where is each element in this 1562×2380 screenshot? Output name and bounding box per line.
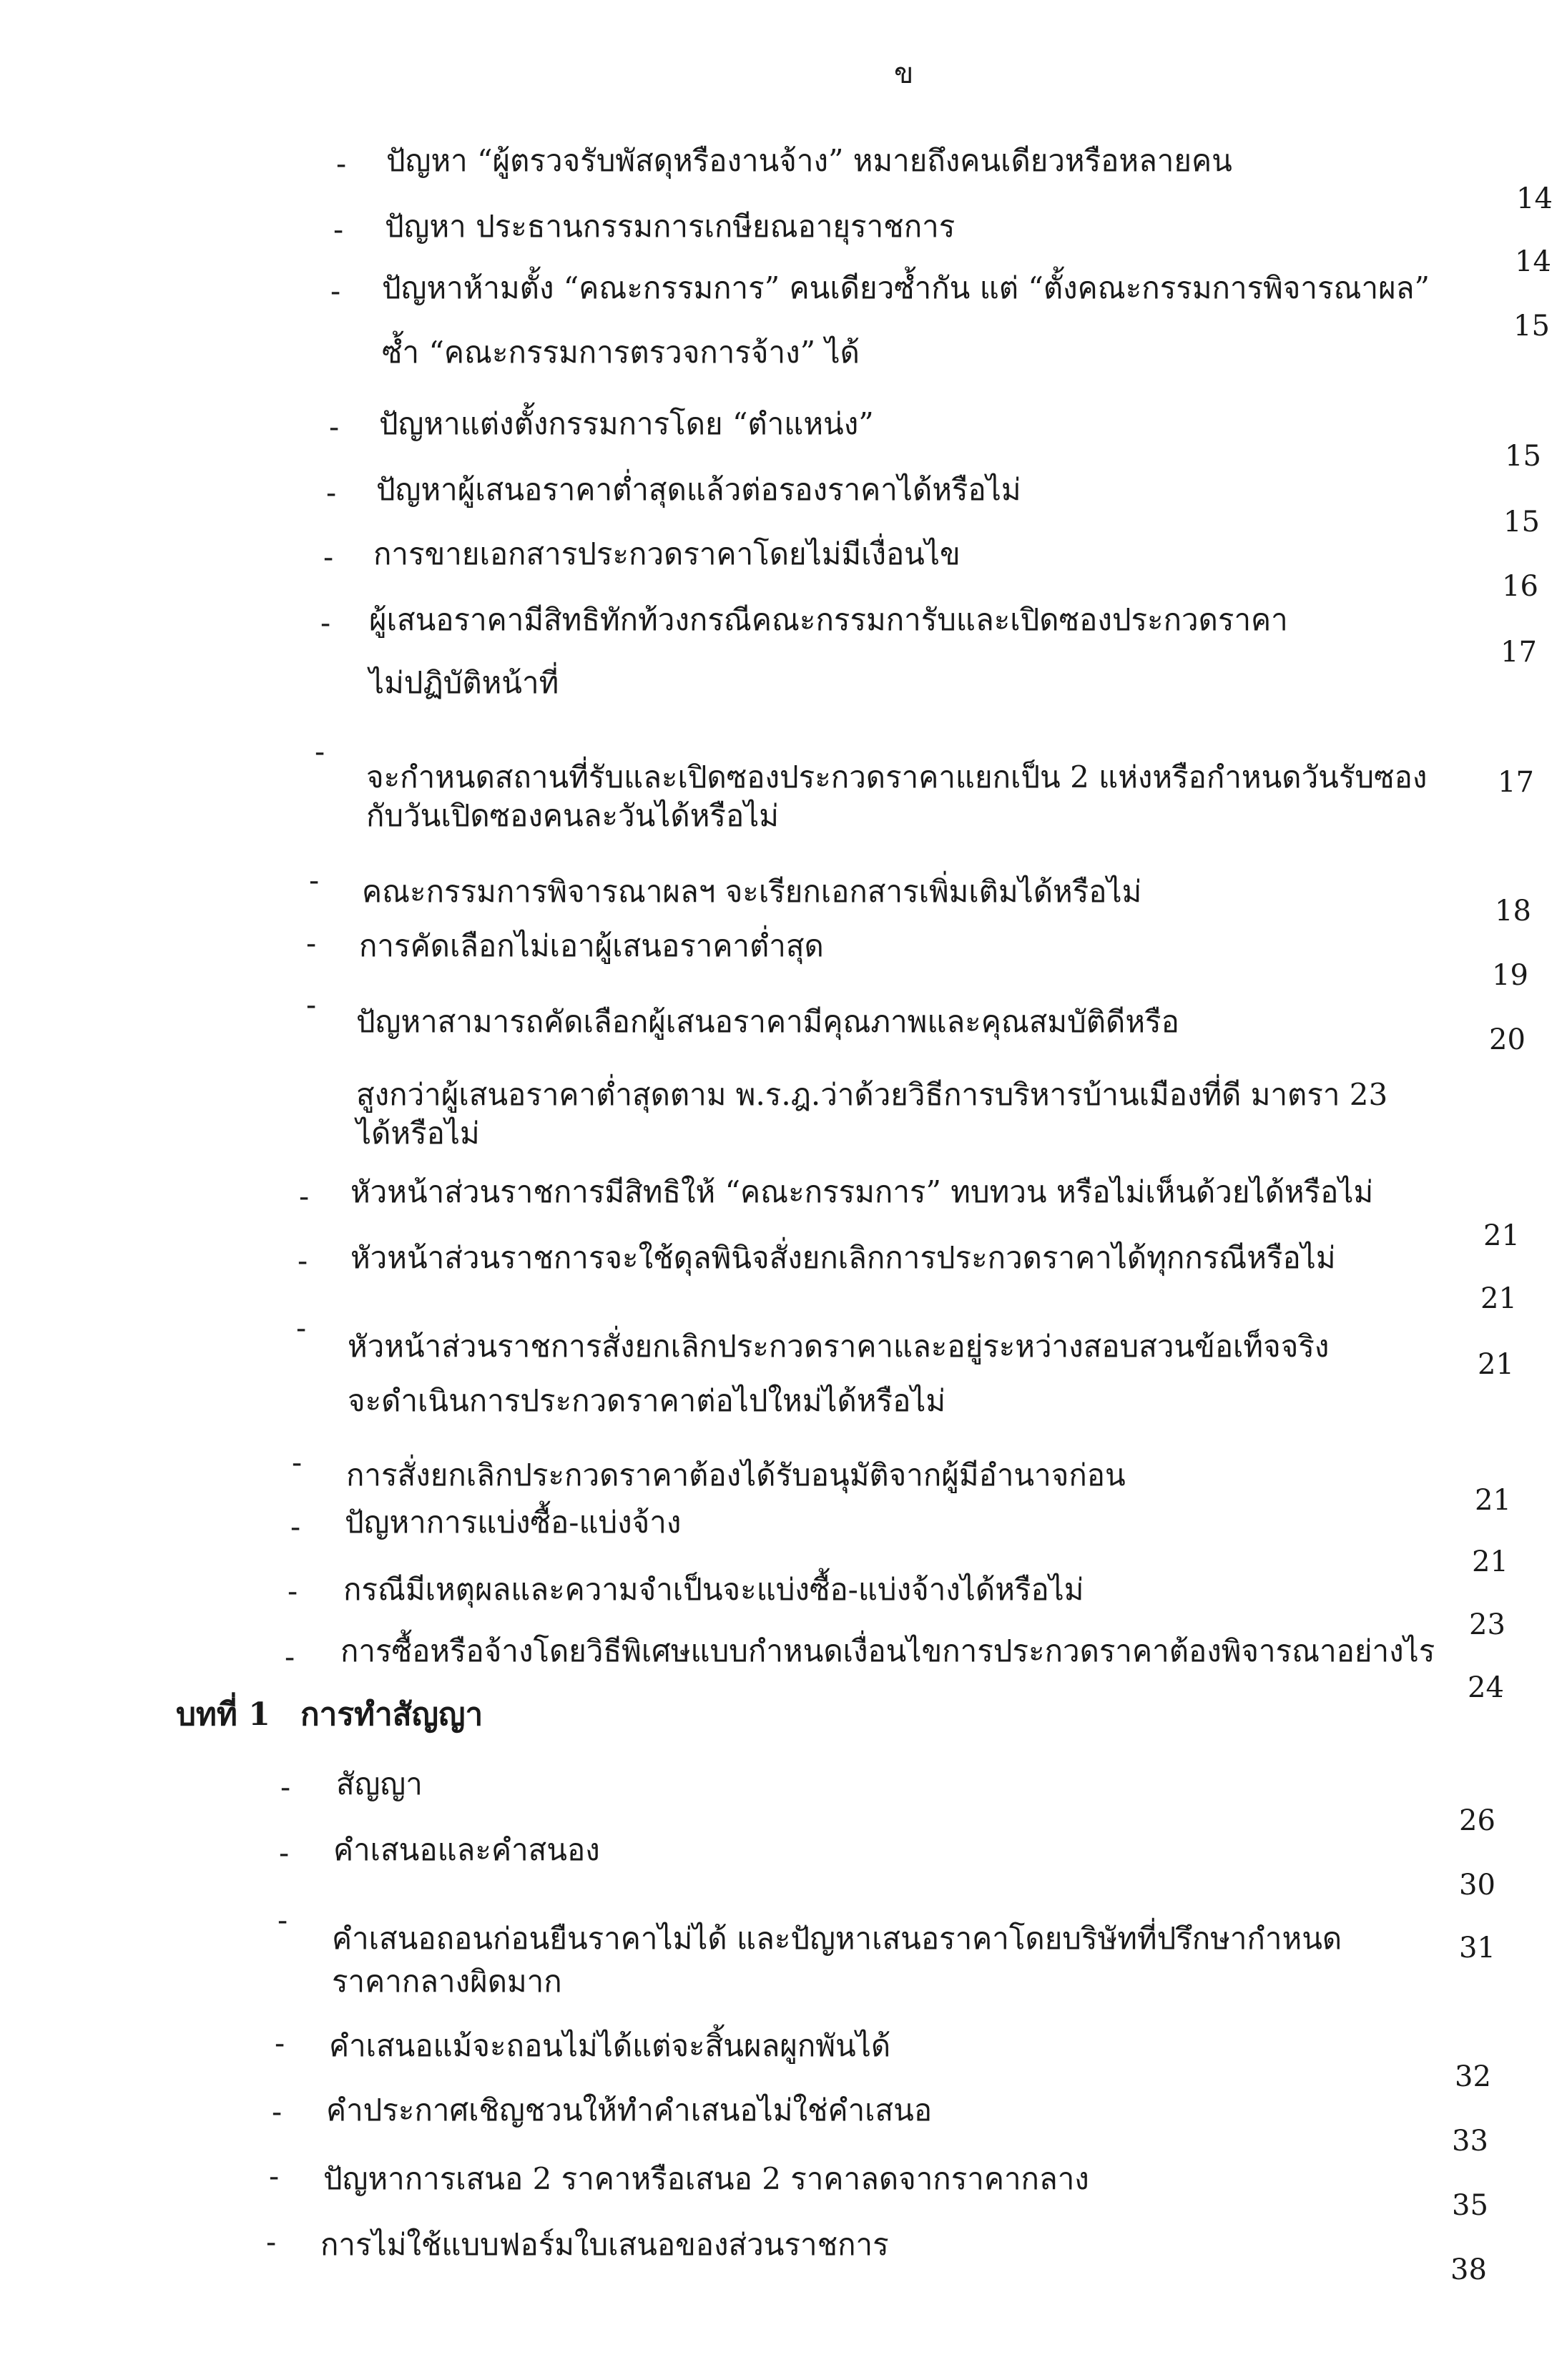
entry-page: 14 [1515, 245, 1551, 278]
entry-dash: - [292, 1445, 303, 1480]
entry-page: 35 [1452, 2189, 1488, 2222]
entry-dash: - [336, 146, 347, 181]
chapter-label: บทที่ 1 [176, 1696, 270, 1733]
entry-text: คำเสนอและคำสนอง [333, 1832, 600, 1867]
entry-text-continued: สูงกว่าผู้เสนอราคาต่ำสุดตาม พ.ร.ฎ.ว่าด้วยวิธีการบริหารบ้านเมืองที่ดี มาตรา 23 [356, 1077, 1388, 1112]
entry-text-continued: ได้หรือไม่ [356, 1116, 480, 1151]
entry-text: การซื้อหรือจ้างโดยวิธีพิเศษแบบกำหนดเงื่อนไขการประกวดราคาต้องพิจารณาอย่างไร [340, 1633, 1435, 1668]
entry-page: 15 [1505, 440, 1541, 473]
entry-page: 23 [1469, 1608, 1505, 1641]
entry-dash: - [272, 2094, 283, 2129]
entry-page: 18 [1495, 895, 1531, 928]
entry-text: คำเสนอแม้จะถอนไม่ได้แต่จะสิ้นผลผูกพันได้ [329, 2028, 891, 2063]
entry-dash: - [288, 1573, 298, 1608]
entry-page: 21 [1483, 1219, 1520, 1252]
entry-text: ปัญหาแต่งตั้งกรรมการโดย “ตำแหน่ง” [379, 406, 874, 441]
entry-dash: - [285, 1639, 295, 1674]
entry-dash: - [315, 734, 325, 769]
entry-text: คณะกรรมการพิจารณาผลฯ จะเรียกเอกสารเพิ่มเติมได้หรือไม่ [362, 874, 1142, 909]
entry-page: 14 [1516, 182, 1553, 215]
entry-dash: - [296, 1310, 307, 1345]
entry-page: 17 [1498, 766, 1534, 799]
entry-dash: - [290, 1509, 301, 1544]
entry-page: 21 [1480, 1282, 1517, 1315]
entry-text: การสั่งยกเลิกประกวดราคาต้องได้รับอนุมัติจากผู้มีอำนาจก่อน [346, 1457, 1126, 1493]
entry-dash: - [266, 2224, 277, 2259]
entry-text: หัวหน้าส่วนราชการจะใช้ดุลพินิจสั่งยกเลิกการประกวดราคาได้ทุกกรณีหรือไม่ [350, 1240, 1336, 1275]
entry-text: สัญญา [336, 1766, 423, 1801]
entry-text: หัวหน้าส่วนราชการสั่งยกเลิกประกวดราคาและอยู่ระหว่างสอบสวนข้อเท็จจริง [348, 1329, 1330, 1364]
entry-text-continued: ราคากลางผิดมาก [332, 1964, 562, 1999]
entry-text: กรณีมีเหตุผลและความจำเป็นจะแบ่งซื้อ-แบ่งจ้างได้หรือไม่ [343, 1572, 1084, 1607]
entry-dash: - [330, 273, 341, 308]
entry-page: 16 [1502, 570, 1538, 603]
entry-dash: - [280, 1769, 291, 1804]
entry-text: ปัญหาสามารถคัดเลือกผู้เสนอราคามีคุณภาพและคุณสมบัติดีหรือ [356, 1004, 1179, 1039]
entry-page: 38 [1450, 2253, 1487, 2286]
entry-page: 31 [1459, 1932, 1495, 1965]
entry-dash: - [329, 409, 340, 444]
entry-text: ปัญหาการเสนอ 2 ราคาหรือเสนอ 2 ราคาลดจากราคากลาง [323, 2161, 1089, 2196]
entry-page: 21 [1472, 1545, 1508, 1578]
entry-page: 17 [1500, 636, 1537, 669]
entry-page: 24 [1468, 1671, 1504, 1704]
entry-text: ปัญหาผู้เสนอราคาต่ำสุดแล้วต่อรองราคาได้หรือไม่ [376, 472, 1021, 507]
entry-dash: - [326, 475, 337, 510]
entry-page: 15 [1503, 506, 1540, 539]
entry-text: คำเสนอถอนก่อนยืนราคาไม่ได้ และปัญหาเสนอราคาโดยบริษัทที่ปรึกษากำหนด [332, 1921, 1342, 1956]
page-marker: ข [894, 57, 914, 90]
entry-dash: - [309, 862, 320, 898]
entry-page: 21 [1478, 1348, 1514, 1381]
entry-page: 32 [1455, 2060, 1491, 2093]
entry-dash: - [269, 2158, 280, 2193]
entry-dash: - [320, 605, 331, 640]
entry-text: ปัญหา ประธานกรรมการเกษียณอายุราชการ [385, 209, 956, 244]
chapter-title: การทำสัญญา [300, 1696, 483, 1733]
entry-dash: - [279, 1835, 290, 1870]
entry-text: ปัญหาห้ามตั้ง “คณะกรรมการ” คนเดียวซ้ำกัน แต่ “ตั้งคณะกรรมการพิจารณาผล” [382, 270, 1430, 305]
entry-text-continued: ไม่ปฏิบัติหน้าที่ [369, 665, 559, 700]
entry-dash: - [306, 987, 317, 1022]
entry-text: การคัดเลือกไม่เอาผู้เสนอราคาต่ำสุด [359, 928, 824, 963]
entry-dash: - [277, 1902, 288, 1937]
entry-page: 20 [1489, 1023, 1526, 1056]
entry-text: คำประกาศเชิญชวนให้ทำคำเสนอไม่ใช่คำเสนอ [326, 2093, 933, 2128]
entry-text: จะกำหนดสถานที่รับและเปิดซองประกวดราคาแยกเป็น 2 แห่งหรือกำหนดวันรับซอง [366, 759, 1428, 795]
entry-dash: - [298, 1243, 308, 1278]
entry-text-continued: กับวันเปิดซองคนละวันได้หรือไม่ [366, 798, 779, 833]
entry-text: การขายเอกสารประกวดราคาโดยไม่มีเงื่อนไข [373, 536, 961, 571]
entry-text: ปัญหาการแบ่งซื้อ-แบ่งจ้าง [345, 1505, 682, 1540]
entry-page: 33 [1452, 2125, 1488, 2158]
entry-page: 15 [1513, 310, 1550, 343]
entry-dash: - [299, 1179, 310, 1214]
entry-page: 19 [1492, 959, 1528, 992]
entry-page: 21 [1475, 1484, 1511, 1517]
entry-text-continued: ซ้ำ “คณะกรรมการตรวจการจ้าง” ได้ [382, 335, 860, 370]
entry-text: ผู้เสนอราคามีสิทธิทักท้วงกรณีคณะกรรมการับและเปิดซองประกวดราคา [369, 602, 1288, 637]
entry-text: การไม่ใช้แบบฟอร์มใบเสนอของส่วนราชการ [320, 2227, 889, 2262]
entry-page: 30 [1459, 1869, 1495, 1902]
entry-text: ปัญหา “ผู้ตรวจรับพัสดุหรืองานจ้าง” หมายถึงคนเดียวหรือหลายคน [386, 143, 1232, 178]
entry-dash: - [306, 925, 317, 960]
entry-dash: - [323, 539, 334, 574]
entry-text: หัวหน้าส่วนราชการมีสิทธิให้ “คณะกรรมการ” ทบทวน หรือไม่เห็นด้วยได้หรือไม่ [350, 1174, 1374, 1209]
entry-dash: - [275, 2025, 285, 2060]
entry-text-continued: จะดำเนินการประกวดราคาต่อไปใหม่ได้หรือไม่ [348, 1383, 946, 1418]
entry-dash: - [333, 212, 344, 247]
entry-page: 26 [1459, 1804, 1495, 1837]
